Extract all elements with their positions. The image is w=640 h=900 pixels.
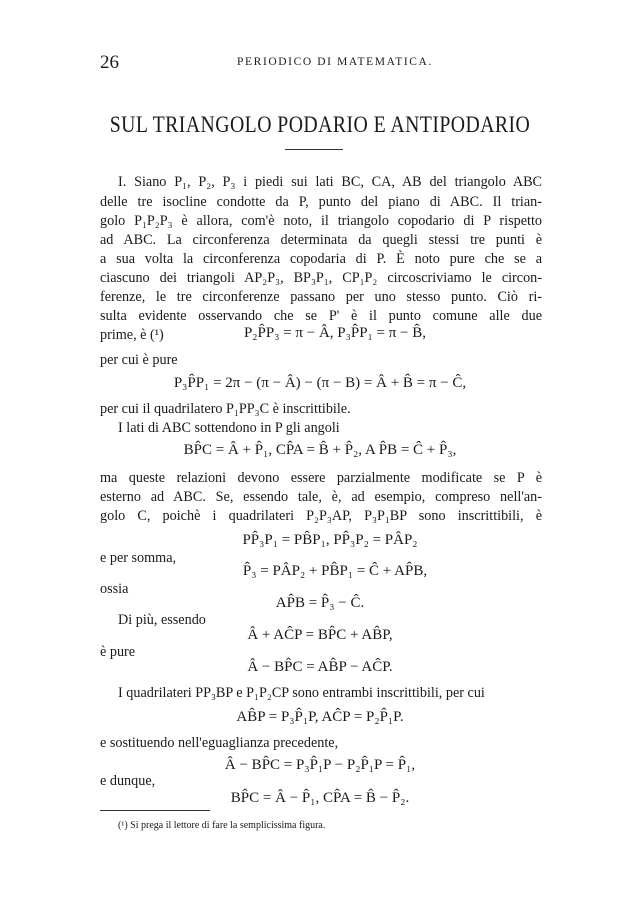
page-number: 26 — [100, 52, 119, 73]
text-line: prime, è (¹) — [100, 327, 164, 343]
text-line: delle tre isocline condotte da P, punto del piano di ABC. Il trian- — [100, 194, 542, 210]
equation: Â − BP̂C = P₃P̂₁P − P₂P̂₁P = P̂₁, — [224, 757, 416, 773]
text-line: ciascuno dei triangoli AP₂P₃, BP₃P₁, CP₁P₂ circoscriviamo le circon- — [100, 270, 542, 286]
text-line: ma queste relazioni devono essere parzialmente modificate se P è — [100, 470, 542, 486]
text-line: e dunque, — [100, 773, 156, 789]
title-rule — [285, 149, 343, 150]
equation: BP̂C = Â + P̂₁, CP̂A = B̂ + P̂₂, A P̂B = Ĉ + P̂₃, — [183, 442, 457, 458]
text-line: a sua volta la circonferenza copodaria di P. È noto pure che se a — [100, 251, 542, 267]
footnote: (¹) Si prega il lettore di fare la semplicissima figura. — [118, 820, 326, 831]
text-line: per cui è pure — [100, 352, 178, 368]
text-line: golo C, poichè i quadrilateri P₂P₃AP, P₃P₁BP sono inscrittibili, è — [100, 508, 542, 524]
running-header — [100, 52, 530, 76]
equation: AB̂P = P₃P̂₁P, AĈP = P₂P̂₁P. — [236, 709, 404, 725]
text-line: sulta evidente osservando che se P' è il punto comune alle due — [100, 308, 542, 324]
footnote-rule — [100, 810, 210, 811]
text-line: I lati di ABC sottendono in P gli angoli — [118, 420, 340, 436]
text-line: ferenze, le tre circonferenze passano per uno stesso punto. Ciò ri- — [100, 289, 542, 305]
text-line: per cui il quadrilatero P₁PP₃C è inscrittibile. — [100, 401, 351, 417]
journal-title: PERIODICO DI MATEMATICA. — [237, 56, 433, 68]
text-line: e per somma, — [100, 550, 177, 566]
text-line: I. Siano P₁, P₂, P₃ i piedi sui lati BC, CA, AB del triangolo ABC — [118, 174, 542, 190]
equation: PP̂₃P₁ = PB̂P₁, PP̂₃P₂ = PÂP₂ — [242, 532, 418, 548]
equation: P₂P̂P₃ = π − Â, P₃P̂P₁ = π − B̂, — [243, 325, 427, 341]
text-line: è pure — [100, 644, 136, 660]
equation: Â + AĈP = BP̂C + AB̂P, — [247, 627, 393, 643]
text-line: Di più, essendo — [118, 612, 206, 628]
text-line: esterno ad ABC. Se, essendo tale, è, ad esempio, compreso nell'an- — [100, 489, 542, 505]
text-line: I quadrilateri PP₃BP e P₁P₂CP sono entrambi inscrittibili, per cui — [118, 685, 485, 701]
text-line: e sostituendo nell'eguaglianza precedente, — [100, 735, 339, 751]
text-line: ad ABC. La circonferenza determinata da quegli stessi tre punti è — [100, 232, 542, 248]
text-line: ossia — [100, 581, 129, 597]
equation: P̂₃ = PÂP₂ + PB̂P₁ = Ĉ + AP̂B, — [242, 563, 428, 579]
equation: AP̂B = P̂₃ − Ĉ. — [275, 595, 365, 611]
text-line: golo P₁P₂P₃ è allora, com'è noto, il triangolo copodario di P rispetto — [100, 213, 542, 229]
equation: P₃P̂P₁ = 2π − (π − Â) − (π − B) = Â + B̂ = π − Ĉ, — [173, 375, 467, 391]
article-title: SUL TRIANGOLO PODARIO E ANTIPODARIO — [109, 112, 531, 137]
equation: BP̂C = Â − P̂₁, CP̂A = B̂ − P̂₂. — [230, 790, 410, 806]
equation: Â − BP̂C = AB̂P − AĈP. — [247, 659, 393, 675]
